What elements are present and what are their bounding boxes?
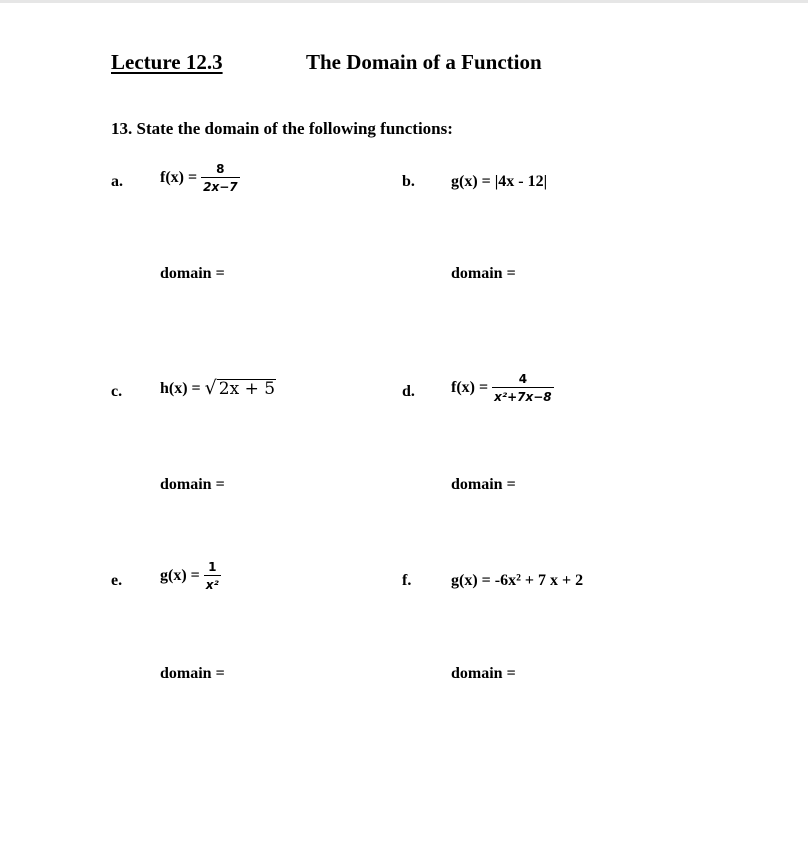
problem-a-domain: domain = — [160, 265, 225, 282]
problem-c-radicand: 2x + 5 — [218, 379, 276, 399]
problem-c-lhs: h(x) = — [160, 379, 201, 397]
problem-e-lhs: g(x) = — [160, 567, 200, 584]
problem-a-denominator: 2x−7 — [203, 180, 238, 194]
problem-d-domain: domain = — [451, 476, 516, 493]
page-title: The Domain of a Function — [306, 50, 542, 74]
problem-c-sqrt — [205, 379, 276, 399]
problem-d-numerator: 4 — [518, 372, 528, 386]
problem-c-domain: domain = — [160, 476, 225, 493]
problem-e-letter: e. — [111, 572, 123, 589]
problem-e-function — [160, 561, 221, 591]
problem-f-letter: f. — [402, 572, 412, 589]
problem-d-fraction — [492, 373, 554, 403]
problem-a-fraction — [201, 163, 240, 193]
top-border — [0, 0, 808, 3]
problem-a-function — [160, 163, 240, 193]
problem-b-function: g(x) = |4x - 12| — [451, 173, 548, 190]
sqrt-sign: √ — [204, 377, 217, 399]
problem-b-letter: b. — [402, 173, 415, 190]
lecture-number: Lecture 12.3 — [111, 50, 223, 74]
problem-e-numerator: 1 — [208, 560, 217, 574]
problem-b-domain: domain = — [451, 265, 516, 282]
problem-f-domain: domain = — [451, 665, 516, 682]
problem-e-domain: domain = — [160, 665, 225, 682]
problem-a-lhs: f(x) = — [160, 169, 198, 186]
problem-d-lhs: f(x) = — [451, 379, 489, 396]
problem-c-function — [160, 379, 276, 399]
problem-e-fraction — [204, 561, 221, 591]
problem-e-denominator: x² — [205, 578, 219, 592]
problem-c-letter: c. — [111, 383, 123, 400]
problem-d-letter: d. — [402, 383, 415, 400]
problem-a-numerator: 8 — [216, 162, 225, 176]
problem-d-denominator: x²+7x−8 — [494, 390, 552, 404]
problem-d-function — [451, 373, 554, 403]
problem-a-letter: a. — [111, 173, 123, 190]
question-prompt: 13. State the domain of the following functions: — [111, 119, 453, 138]
problem-f-function: g(x) = -6x² + 7 x + 2 — [451, 572, 584, 589]
